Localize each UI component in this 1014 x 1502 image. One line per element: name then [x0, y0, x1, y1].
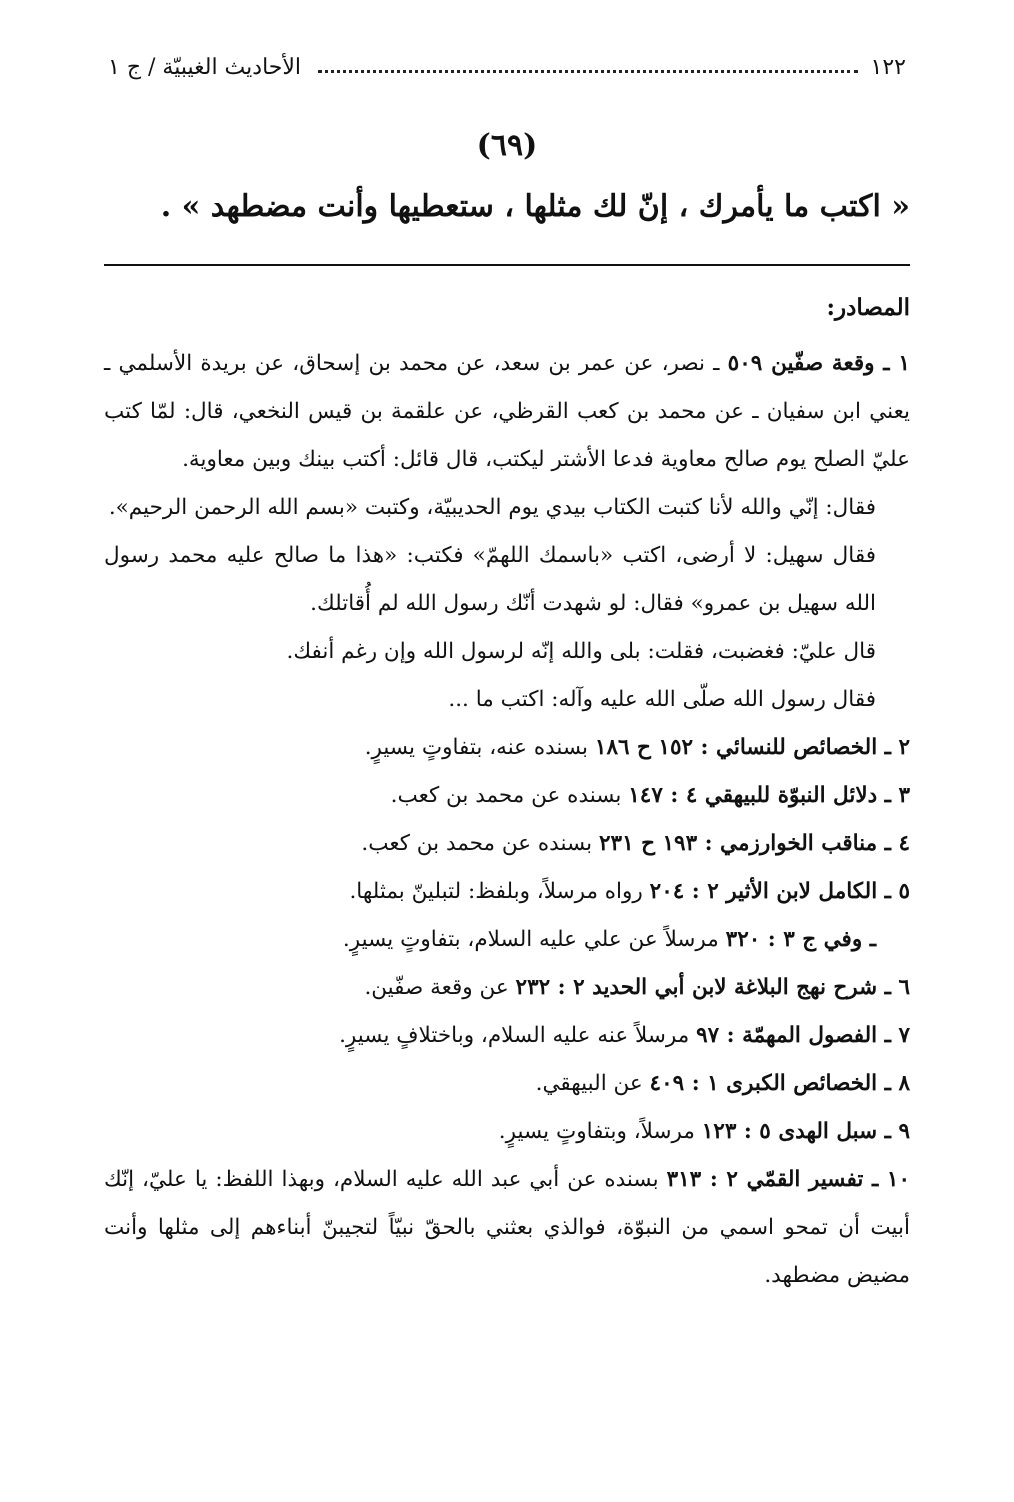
hadith-number: (٦٩)	[476, 128, 538, 163]
source-ref-3	[104, 772, 910, 820]
source-ref-7	[104, 1012, 910, 1060]
ref-lead: ٣ ـ دلائل النبوّة للبيهقي ٤ : ١٤٧	[628, 783, 910, 808]
source-paragraph: قال عليّ: فغضبت، فقلت: بلى والله إنّه لرسول الله وإن رغم أنفك.	[286, 639, 876, 664]
source-ref-8	[104, 1060, 910, 1108]
sources-heading: المصادر:	[826, 294, 910, 321]
ref-text: بسنده عن محمد بن كعب.	[361, 831, 599, 856]
ref-lead: ٢ ـ الخصائص للنسائي : ١٥٢ ح ١٨٦	[594, 735, 910, 760]
ref-text: مرسلاً عن علي عليه السلام، بتفاوتٍ يسيرٍ.	[342, 927, 726, 952]
ref-text: مرسلاً، وبتفاوتٍ يسيرٍ.	[498, 1119, 702, 1144]
ref-lead: ٤ ـ مناقب الخوارزمي : ١٩٣ ح ٢٣١	[598, 831, 910, 856]
source-ref-2	[104, 724, 910, 772]
hadith-text: « اكتب ما يأمرك ، إنّ لك مثلها ، ستعطيها وأنت مضطهد » .	[160, 189, 910, 224]
ref-text: رواه مرسلاً، وبلفظ: لتبلينّ بمثلها.	[349, 879, 650, 904]
ref-lead: ٨ ـ الخصائص الكبرى ١ : ٤٠٩	[649, 1071, 910, 1096]
ref-lead: ١٠ ـ تفسير القمّي ٢ : ٣١٣	[666, 1167, 910, 1192]
ref-lead: ٦ ـ شرح نهج البلاغة لابن أبي الحديد ٢ : ٢٣٢	[515, 975, 910, 1000]
sources-list	[104, 340, 910, 1300]
ref-text: بسنده عن أبي عبد الله عليه السلام، وبهذا اللفظ: يا عليّ، إنّك أبيت أن تمحو اسمي من النبوّة، فوالذي بعثني بالحقّ نبيّاً لتجيبنّ أبناءهم إلى مثلها وأنت مضيض مضطهد.	[104, 1167, 910, 1288]
source-text: ـ نصر، عن عمر بن سعد، عن محمد بن إسحاق، عن بريدة الأسلمي ـ يعني ابن سفيان ـ عن محمد بن كعب القرظي، عن علقمة بن قيس النخعي، قال: لمّا كتب عليّ الصلح يوم صالح معاوية فدعا الأشتر ليكتب، قال قائل: أكتب بينك وبين معاوية.	[104, 351, 910, 472]
ref-text: عن وقعة صفّين.	[364, 975, 516, 1000]
ref-text: مرسلاً عنه عليه السلام، وباختلافٍ يسيرٍ.	[339, 1023, 697, 1048]
ref-lead: ٩ ـ سبل الهدى ٥ : ١٢٣	[701, 1119, 910, 1144]
leader-dots	[318, 54, 858, 73]
running-header	[108, 48, 906, 88]
ref-lead: ٧ ـ الفصول المهمّة : ٩٧	[696, 1023, 910, 1048]
source-paragraph: فقال سهيل: لا أرضى، اكتب «باسمك اللهمّ» فكتب: «هذا ما صالح عليه محمد رسول الله سهيل بن عمرو» فقال: لو شهدت أنّك رسول الله لم أُقاتلك.	[104, 543, 876, 616]
book-title: الأحاديث الغيبيّة / ج ١	[108, 55, 302, 80]
source-paragraph: فقال: إنّي والله لأنا كتبت الكتاب بيدي يوم الحديبيّة، وكتبت «بسم الله الرحمن الرحيم».	[108, 495, 876, 520]
source-lead: ١ ـ وقعة صفّين ٥٠٩	[727, 351, 910, 376]
source-ref-5b	[104, 916, 910, 964]
separator-rule	[104, 264, 910, 266]
source-ref-10	[104, 1156, 910, 1300]
source-ref-6	[104, 964, 910, 1012]
source-item-1	[104, 340, 910, 484]
source-ref-4	[104, 820, 910, 868]
ref-text: بسنده عنه، بتفاوتٍ يسيرٍ.	[364, 735, 595, 760]
ref-text: عن البيهقي.	[535, 1071, 650, 1096]
ref-lead: ـ وفي ج ٣ : ٣٢٠	[725, 927, 876, 952]
ref-lead: ٥ ـ الكامل لابن الأثير ٢ : ٢٠٤	[649, 879, 910, 904]
ref-text: بسنده عن محمد بن كعب.	[390, 783, 629, 808]
page-number: ١٢٢	[870, 55, 906, 80]
source-ref-5	[104, 868, 910, 916]
source-paragraph: فقال رسول الله صلّى الله عليه وآله: اكتب ما ...	[448, 687, 876, 712]
source-ref-9	[104, 1108, 910, 1156]
